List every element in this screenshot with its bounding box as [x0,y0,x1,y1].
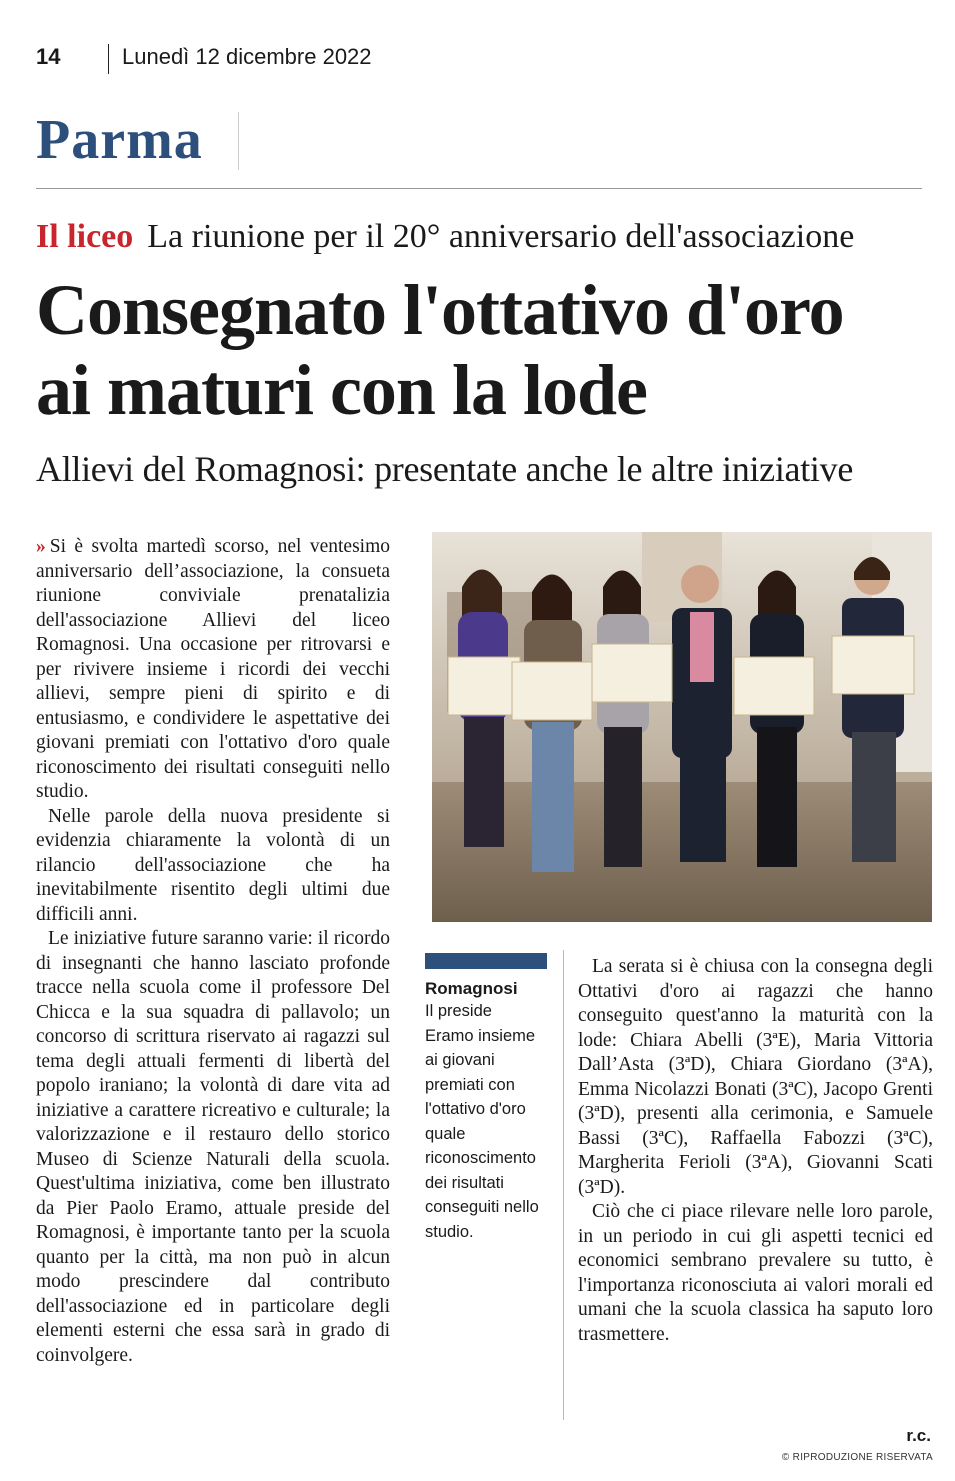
section-title: Parma [36,109,203,171]
award-ceremony-photo [432,532,932,922]
article-photo [432,532,932,922]
page-header [36,44,916,74]
kicker [36,218,854,256]
paragraph-1 [36,535,390,805]
paragraph-1-text: Si è svolta martedì scorso, nel ventesimo anniversario dell’associazione, la consueta riunione conviviale prenatalizia dell'associazione Allievi del liceo Romagnosi. Una occasione per ritrovarsi e per rivivere insieme i ricordi dei vecchi allievi, sempre pieni di spirito e di entusiasmo, e condividere le aspettative dei giovani premiati con l'ottativo d'oro quale riconoscimento dei risultati conseguiti nello studio. [36,536,390,802]
issue-date: Lunedì 12 dicembre 2022 [122,44,372,69]
kicker-text: La riunione per il 20° anniversario dell'associazione [147,218,855,255]
section-divider [238,112,239,170]
article-body-right [578,955,933,1347]
headline-line-1: Consegnato l'ottativo d'oro [36,270,844,350]
paragraph-4: La serata si è chiusa con la consegna degli Ottativi d'oro ai ragazzi che hanno conseguito quest'anno la maturità con la lode: Chiara Abelli (3ªE), Maria Vittoria Dall’Asta (3ªD), Chiara Giordano (3ªA), Emma Nicolazzi Bonati (3ªC), Jacopo Grenti (3ªD), presenti alla cerimonia, e Samuele Bassi (3ªC), Raffaella Fabozzi (3ªC), Margherita Ferioli (3ªA), Giovanni Scati (3ªD). [578,956,933,1198]
quote-mark-icon: » [36,536,46,557]
headline-line-2: ai maturi con la lode [36,350,647,430]
kicker-tag: Il liceo [36,218,134,255]
photo-caption [425,953,550,1244]
person-5 [750,571,804,868]
paragraph-2: Nelle parole della nuova presidente si evidenzia chiaramente la volontà di un rilancio dell'associazione che ha inevitabilmente risentito degli ultimi due difficili anni. [36,805,390,925]
paragraph-3: Le iniziative future saranno varie: il ricordo di insegnanti che hanno lasciato profonde tracce nella scuola come il professore Del Chicca e la sua squadra di pallavolo; un concorso di scrittura riservato ai ragazzi sul tema degli attuali fermenti di libertà del popolo iraniano; la volontà di dare vita ad iniziative a carattere ricreativo e culturale; la valorizzazione e il restauro dello storico Museo di Scienze Naturali della scuola. Quest'ultima iniziativa, come ben illustrato da Pier Paolo Eramo, attuale preside del Romagnosi, è importante tanto per la scuola quanto per la città, ma non può in alcun modo prescindere dal contributo dell'associazione ed in particolare degli elementi esterni che essa sarà in grado di coinvolgere. [36,928,390,1366]
page-number: 14 [36,44,61,69]
person-4 [672,565,732,862]
column-divider [563,950,564,1420]
caption-title: Romagnosi [425,979,518,998]
copyright-notice: © RIPRODUZIONE RISERVATA [781,1452,933,1463]
author-signature: r.c. [906,1426,931,1445]
article-body-left [36,535,390,1368]
headline [36,270,936,430]
header-rule [36,188,922,189]
caption-bar [425,953,547,969]
caption-text: Il preside Eramo insieme ai giovani premiati con l'ottativo d'oro quale riconoscimento dei risultati conseguiti nello studio. [425,1002,539,1241]
paragraph-5: Ciò che ci piace rilevare nelle loro parole, in un periodo in cui gli aspetti tecnici ed economici sembrano prevalere su tutto, è l'importanza riconosciuta ai valori morali ed umani che la scuola classica ha saputo loro trasmettere. [578,1201,933,1345]
subheadline: Allievi del Romagnosi: presentate anche le altre iniziative [36,449,853,489]
header-divider [108,44,109,74]
person-3 [597,571,649,868]
